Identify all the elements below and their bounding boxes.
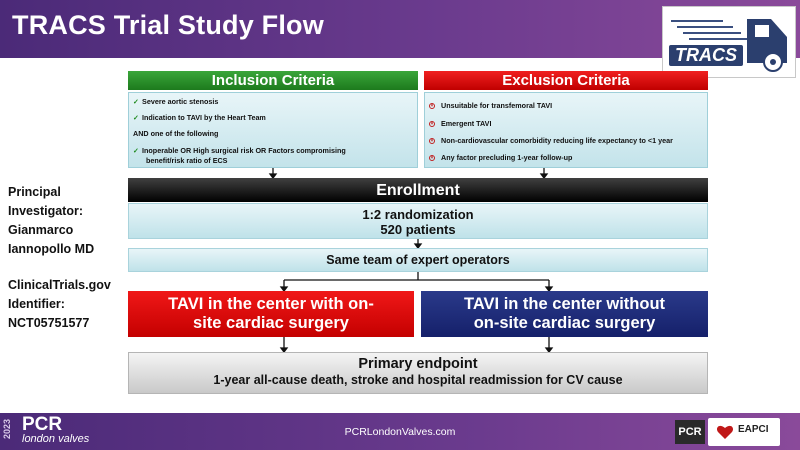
footer-url[interactable]: PCRLondonValves.com xyxy=(344,426,456,438)
inclusion-item: ✓ Severe aortic stenosis xyxy=(133,97,219,106)
pcr-badge: PCR xyxy=(675,420,705,444)
check-icon: ✓ xyxy=(133,97,140,106)
heart-icon xyxy=(716,424,734,440)
endpoint-text: 1-year all-cause death, stroke and hospital readmission for CV cause xyxy=(213,373,623,387)
inclusion-heading: Inclusion Criteria xyxy=(128,71,418,90)
eapci-logo: EAPCI xyxy=(708,418,780,446)
cross-icon: × xyxy=(430,121,434,128)
exclusion-heading: Exclusion Criteria xyxy=(424,71,708,90)
inclusion-connector: AND one of the following xyxy=(133,129,219,138)
exclusion-item: × Emergent TAVI xyxy=(430,119,492,128)
footer-bar xyxy=(0,413,800,450)
truck-icon xyxy=(663,7,797,79)
exclusion-item: × Unsuitable for transfemoral TAVI xyxy=(430,101,553,110)
exclusion-item: × Non-cardiovascular comorbidity reducing life expectancy to <1 year xyxy=(430,136,673,145)
primary-endpoint-box xyxy=(128,352,708,394)
arm-with-surgery: TAVI in the center with on- site cardiac surgery xyxy=(128,291,414,337)
enrollment-box: Enrollment xyxy=(128,178,708,202)
check-icon: ✓ xyxy=(133,113,140,122)
operators-box: Same team of expert operators xyxy=(128,248,708,272)
inclusion-box xyxy=(128,92,418,168)
tracs-logo xyxy=(662,6,796,78)
inclusion-item-continued: benefit/risk ratio of ECS xyxy=(146,156,228,165)
inclusion-item: ✓ Indication to TAVI by the Heart Team xyxy=(133,113,266,122)
exclusion-box xyxy=(424,92,708,168)
cross-icon: × xyxy=(430,155,434,162)
inclusion-item: ✓ Inoperable OR High surgical risk OR Factors compromising xyxy=(133,146,346,155)
principal-investigator: Principal Investigator: Gianmarco Iannopollo MD xyxy=(8,185,95,256)
logo-wordmark: TRACS xyxy=(669,45,743,66)
endpoint-title: Primary endpoint xyxy=(358,356,478,372)
exclusion-item: × Any factor precluding 1-year follow-up xyxy=(430,153,573,162)
page-title: TRACS Trial Study Flow xyxy=(12,10,324,40)
pcr-logo: PCR xyxy=(22,414,63,435)
pcr-logo-subtitle: london valves xyxy=(22,433,90,445)
year-label: 2023 xyxy=(2,419,12,440)
trial-identifier: ClinicalTrials.gov Identifier: NCT05751577 xyxy=(8,278,111,330)
arm-without-surgery: TAVI in the center without on-site cardiac surgery xyxy=(421,291,708,337)
check-icon: ✓ xyxy=(133,146,140,155)
randomization-box: 1:2 randomization 520 patients xyxy=(128,203,708,239)
cross-icon: × xyxy=(430,138,434,145)
cross-icon: × xyxy=(430,103,434,110)
